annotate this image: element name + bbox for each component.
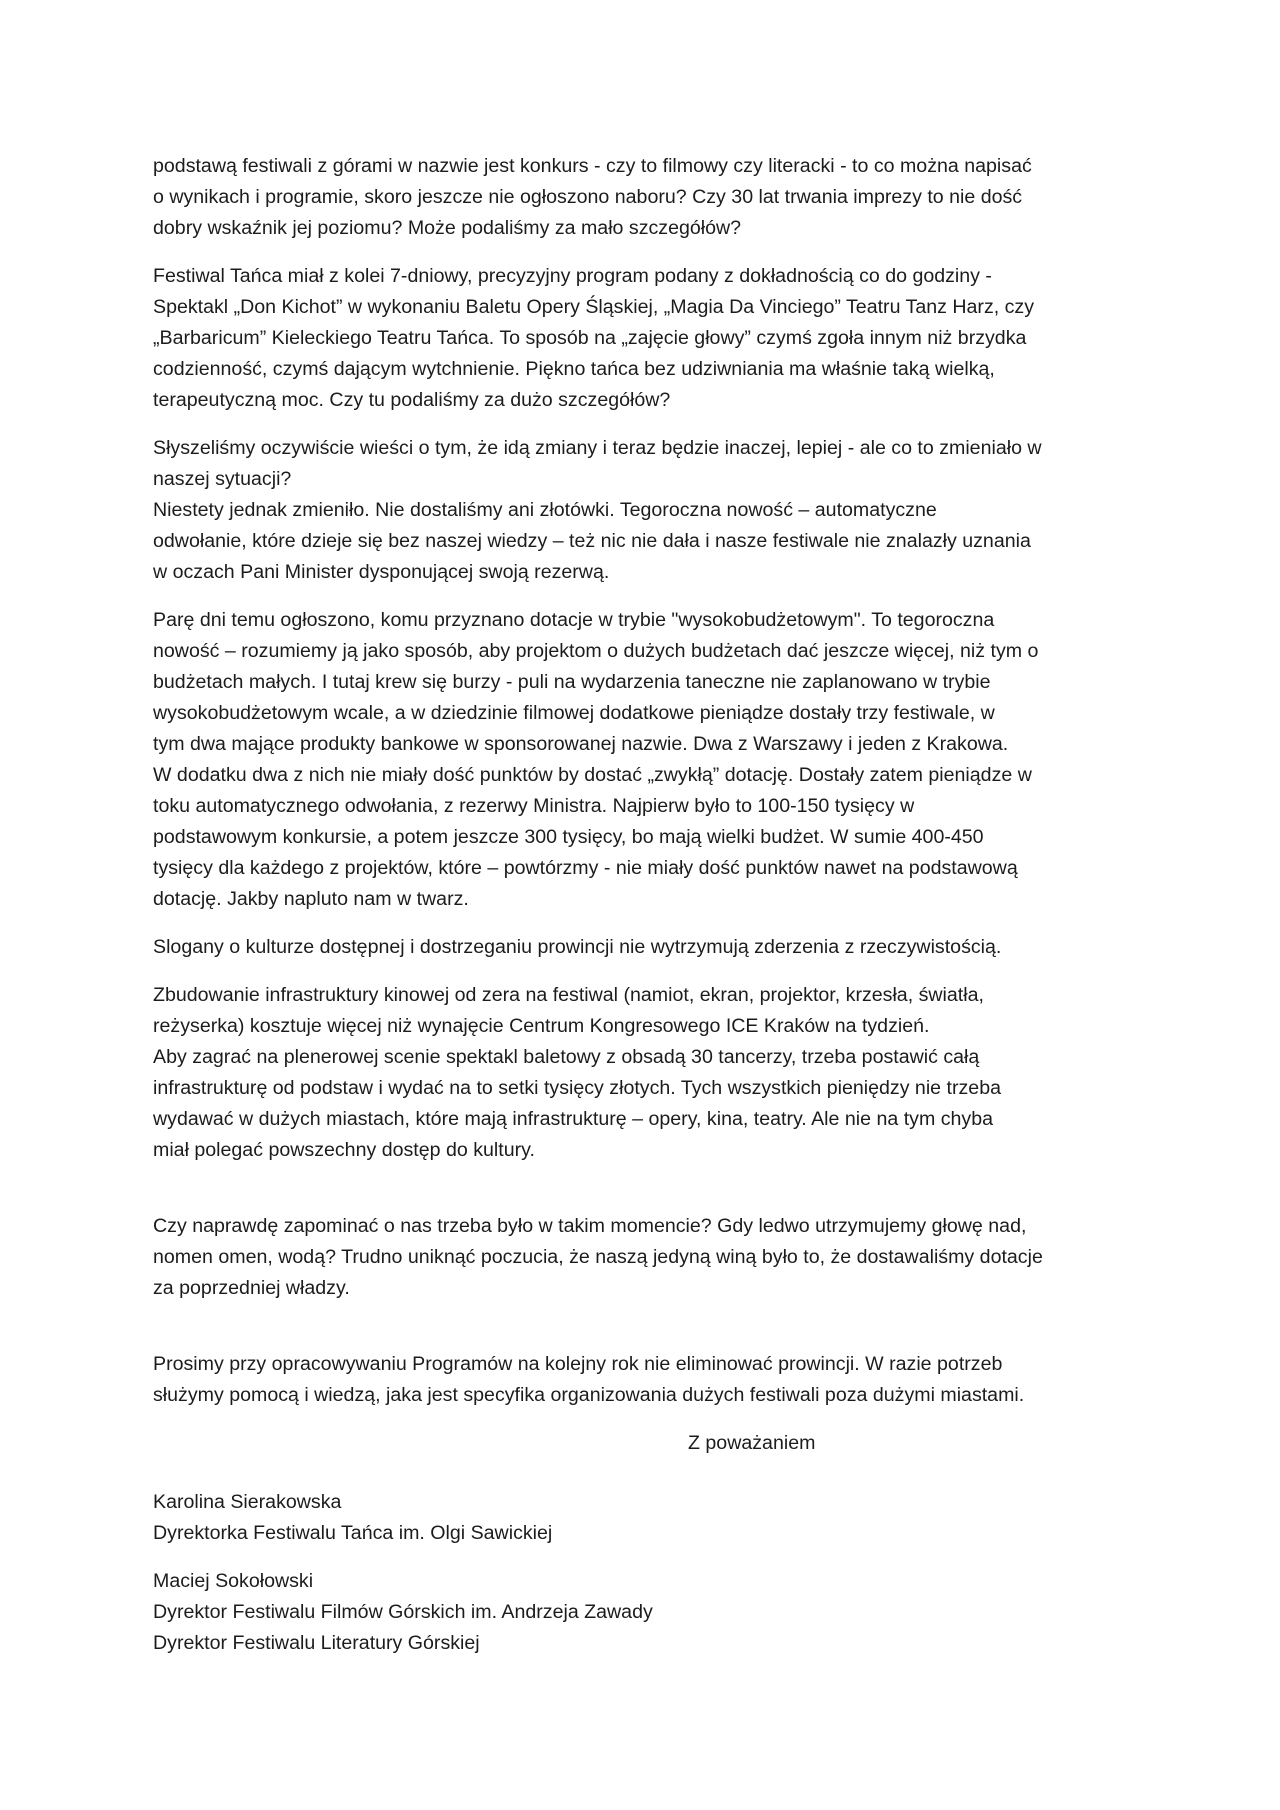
paragraph-changes — [153, 433, 1143, 588]
text-line: reżyserka) kosztuje więcej niż wynajęcie Centrum Kongresowego ICE Kraków na tydzień. — [153, 1015, 930, 1037]
text-line: budżetach małych. I tutaj krew się burzy - puli na wydarzenia taneczne nie zaplanowano w trybie — [153, 671, 991, 693]
signature-role: Dyrektorka Festiwalu Tańca im. Olgi Sawickiej — [153, 1522, 553, 1544]
text-line: Zbudowanie infrastruktury kinowej od zera na festiwal (namiot, ekran, projektor, krzesła, światła, — [153, 984, 984, 1006]
paragraph-dance-festival — [153, 261, 1143, 416]
text-line: dobry wskaźnik jej poziomu? Może podaliśmy za mało szczegółów? — [153, 217, 742, 239]
text-line: nowość – rozumiemy ją jako sposób, aby projektom o dużych budżetach dać jeszcze więcej, niż tym o — [153, 640, 1039, 662]
text-line: tym dwa mające produkty bankowe w sponsorowanej nazwie. Dwa z Warszawy i jeden z Krakowa. — [153, 733, 1009, 755]
closing-salutation: Z poważaniem — [688, 1432, 816, 1454]
text-line: infrastrukturę od podstaw i wydać na to setki tysięcy złotych. Tych wszystkich pieniędzy nie trzeba — [153, 1077, 1001, 1099]
text-line: W dodatku dwa z nich nie miały dość punktów by dostać „zwykłą” dotację. Dostały zatem pieniądze w — [153, 764, 1032, 786]
text-line: dotację. Jakby napluto nam w twarz. — [153, 888, 469, 910]
text-line: Czy naprawdę zapominać o nas trzeba było w takim momencie? Gdy ledwo utrzymujemy głowę nad, — [153, 1215, 1027, 1237]
text-line: Slogany o kulturze dostępnej i dostrzeganiu prowincji nie wytrzymują zderzenia z rzeczywistością. — [153, 936, 1002, 958]
text-line: Parę dni temu ogłoszono, komu przyznano dotacje w trybie "wysokobudżetowym". To tegoroczna — [153, 609, 995, 631]
text-line: codzienność, czymś dającym wytchnienie. Piękno tańca bez udziwniania ma właśnie taką wielką, — [153, 358, 995, 380]
text-line: Festiwal Tańca miał z kolei 7-dniowy, precyzyjny program podany z dokładnością co do godziny - — [153, 265, 992, 287]
text-line: podstawą festiwali z górami w nazwie jest konkurs - czy to filmowy czy literacki - to co można napisać — [153, 155, 1032, 177]
signature-block — [153, 1566, 1143, 1659]
text-line: Aby zagrać na plenerowej scenie spektakl baletowy z obsadą 30 tancerzy, trzeba postawić całą — [153, 1046, 980, 1068]
paragraph-question — [153, 1211, 1143, 1304]
paragraph-infrastructure — [153, 980, 1143, 1166]
text-line: Prosimy przy opracowywaniu Programów na kolejny rok nie eliminować prowincji. W razie potrzeb — [153, 1353, 1003, 1375]
signature-name: Maciej Sokołowski — [153, 1570, 314, 1592]
text-line: odwołanie, które dzieje się bez naszej wiedzy – też nic nie dała i nasze festiwale nie znalazły uznania — [153, 530, 1031, 552]
text-line: Słyszeliśmy oczywiście wieści o tym, że idą zmiany i teraz będzie inaczej, lepiej - ale co to zmieniało w — [153, 437, 1042, 459]
text-line: w oczach Pani Minister dysponującej swoją rezerwą. — [153, 561, 610, 583]
text-line: Spektakl „Don Kichot” w wykonaniu Baletu Opery Śląskiej, „Magia Da Vinciego” Teatru Tanz Harz, czy — [153, 296, 1035, 318]
text-line: wysokobudżetowym wcale, a w dziedzinie filmowej dodatkowe pieniądze dostały trzy festiwale, w — [153, 702, 995, 724]
text-line: o wynikach i programie, skoro jeszcze nie ogłoszono naboru? Czy 30 lat trwania imprezy to nie dość — [153, 186, 1023, 208]
signature-role: Dyrektor Festiwalu Literatury Górskiej — [153, 1632, 480, 1654]
paragraph-slogans — [153, 932, 1143, 963]
text-line: naszej sytuacji? — [153, 468, 292, 490]
paragraph-request — [153, 1349, 1143, 1411]
text-line: tysięcy dla każdego z projektów, które – powtórzmy - nie miały dość punktów nawet na podstawową — [153, 857, 1018, 879]
paragraph-mountain-festivals — [153, 151, 1143, 244]
text-line: „Barbaricum” Kieleckiego Teatru Tańca. To sposób na „zajęcie głowy” czymś zgoła innym niż brzydka — [153, 327, 1027, 349]
text-line: nomen omen, wodą? Trudno uniknąć poczucia, że naszą jedyną winą było to, że dostawaliśmy dotacje — [153, 1246, 1043, 1268]
signature-block — [153, 1487, 1143, 1549]
letter-body — [153, 151, 1143, 1659]
signature-role: Dyrektor Festiwalu Filmów Górskich im. Andrzeja Zawady — [153, 1601, 653, 1623]
text-line: Niestety jednak zmieniło. Nie dostaliśmy ani złotówki. Tegoroczna nowość – automatyczne — [153, 499, 937, 521]
text-line: miał polegać powszechny dostęp do kultury. — [153, 1139, 535, 1161]
text-line: wydawać w dużych miastach, które mają infrastrukturę – opery, kina, teatry. Ale nie na tym chyba — [153, 1108, 993, 1130]
text-line: podstawowym konkursie, a potem jeszcze 300 tysięcy, bo mają wielki budżet. W sumie 400-450 — [153, 826, 984, 848]
paragraph-high-budget — [153, 605, 1143, 915]
text-line: toku automatycznego odwołania, z rezerwy Ministra. Najpierw było to 100-150 tysięcy w — [153, 795, 915, 817]
signature-name: Karolina Sierakowska — [153, 1491, 342, 1513]
text-line: terapeutyczną moc. Czy tu podaliśmy za dużo szczegółów? — [153, 389, 671, 411]
text-line: za poprzedniej władzy. — [153, 1277, 350, 1299]
text-line: służymy pomocą i wiedzą, jaka jest specyfika organizowania dużych festiwali poza dużymi miastami. — [153, 1384, 1025, 1406]
